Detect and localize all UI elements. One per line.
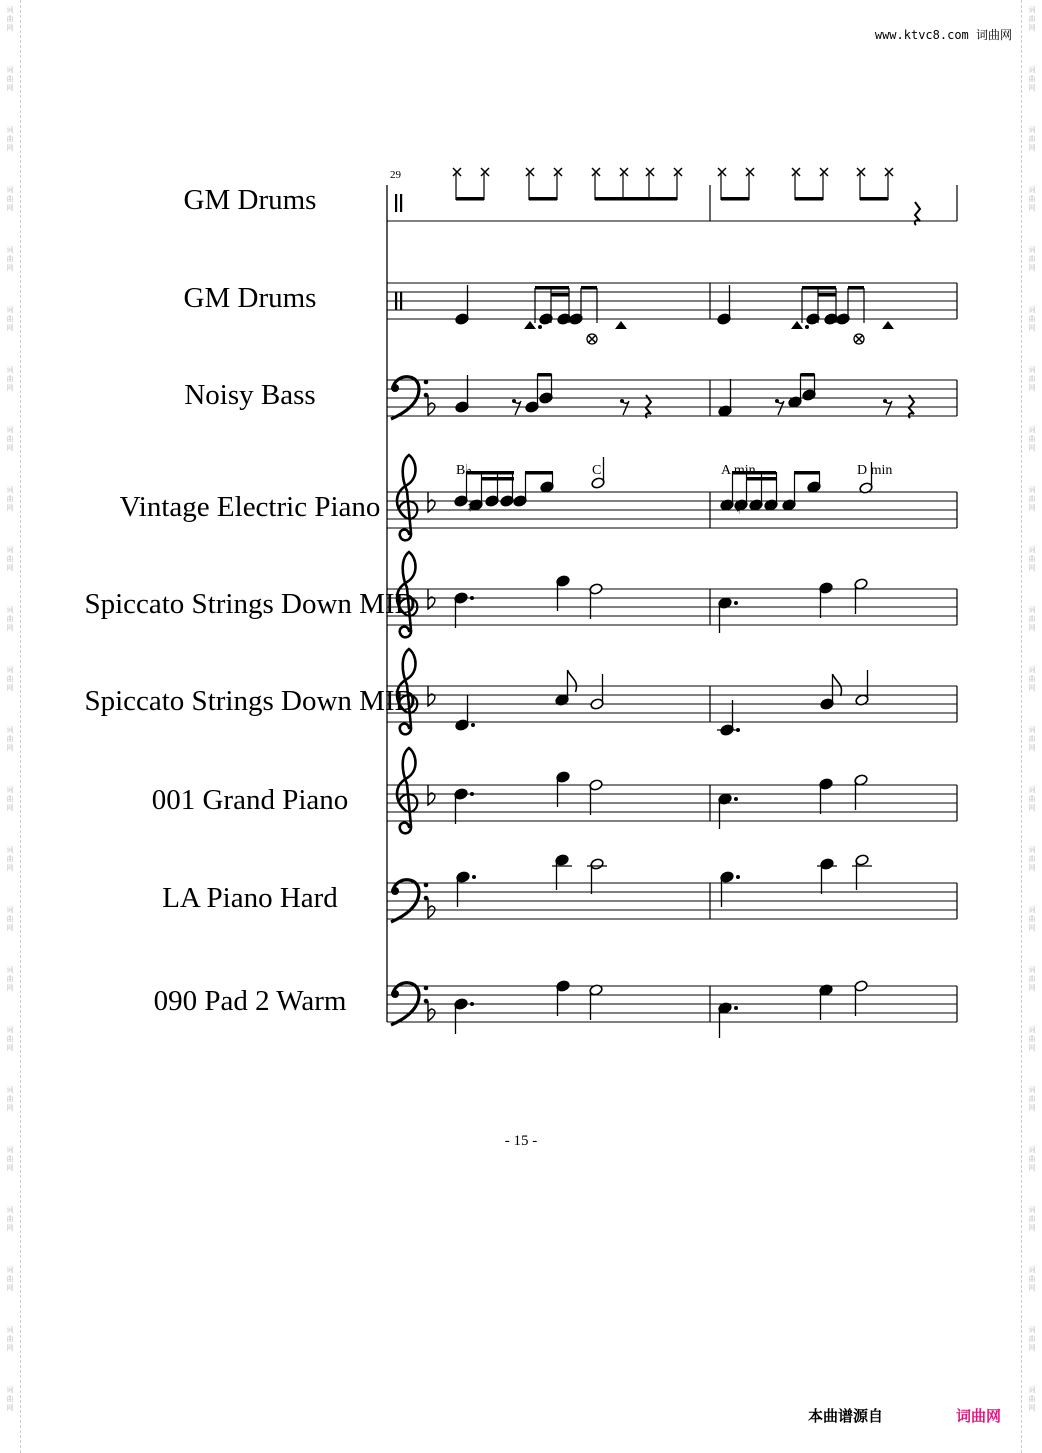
x-note-head	[885, 168, 893, 176]
watermark-glyphs: 词 曲 网	[6, 906, 14, 932]
watermark-glyphs: 词 曲 网	[1028, 486, 1036, 512]
watermark-glyphs: 词 曲 网	[1028, 186, 1036, 212]
instrument-label: Spiccato Strings Down MID	[84, 588, 416, 620]
x-note-head	[855, 335, 863, 343]
percussion-clef	[395, 292, 397, 310]
x-note-head	[453, 168, 461, 176]
triangle-note-head	[882, 321, 894, 329]
measure-number: 29	[390, 169, 401, 181]
labels	[84, 169, 892, 1017]
instrument-label: Spiccato Strings Down MID	[84, 685, 416, 717]
watermark-glyphs: 词 曲 网	[6, 1326, 14, 1352]
x-note-head	[746, 168, 754, 176]
x-note-head	[820, 168, 828, 176]
watermark-glyphs: 词 曲 网	[1028, 726, 1036, 752]
chord-symbol: B♭	[456, 463, 472, 478]
triangle-note-head	[615, 321, 627, 329]
beam	[481, 477, 514, 481]
percussion-clef	[400, 194, 402, 212]
triangle-note-head	[524, 321, 536, 329]
beam	[721, 197, 749, 201]
chord-symbol: A min	[721, 463, 756, 478]
watermark-glyphs: 词 曲 网	[1028, 66, 1036, 92]
beam	[801, 373, 815, 377]
beam	[595, 197, 677, 201]
watermark-glyphs: 词 曲 网	[1028, 666, 1036, 692]
chord-symbol: C	[592, 463, 602, 478]
notes	[453, 168, 920, 1038]
instrument-label: GM Drums	[183, 282, 317, 314]
x-note-head	[526, 168, 534, 176]
x-note-head	[674, 168, 682, 176]
watermark-glyphs: 词 曲 网	[6, 1266, 14, 1292]
watermark-glyphs: 词 曲 网	[1028, 1326, 1036, 1352]
watermark-glyphs: 词 曲 网	[6, 126, 14, 152]
watermark-glyphs: 词 曲 网	[1028, 6, 1036, 32]
instrument-label: 001 Grand Piano	[151, 784, 349, 816]
x-note-head	[592, 168, 600, 176]
dot	[734, 797, 738, 801]
beam	[795, 197, 823, 201]
watermark-glyphs: 词 曲 网	[1028, 1386, 1036, 1412]
x-note-head	[620, 168, 628, 176]
beam	[551, 293, 569, 297]
dot	[471, 723, 475, 727]
watermark-glyphs: 词 曲 网	[1028, 1026, 1036, 1052]
beam	[456, 197, 484, 201]
instrument-label: 090 Pad 2 Warm	[153, 985, 347, 1017]
watermark-glyphs: 词 曲 网	[1028, 1266, 1036, 1292]
beam	[581, 286, 597, 290]
watermark-glyphs: 词 曲 网	[6, 1386, 14, 1412]
watermark-glyphs: 词 曲 网	[6, 426, 14, 452]
dot	[472, 875, 476, 879]
x-note-head	[718, 168, 726, 176]
watermark-glyphs: 词 曲 网	[6, 846, 14, 872]
key-flat	[428, 686, 435, 706]
watermark-glyphs: 词 曲 网	[6, 1206, 14, 1232]
chord-symbol: D min	[857, 463, 893, 478]
watermark-glyphs: 词 曲 网	[1028, 426, 1036, 452]
dot	[470, 792, 474, 796]
beam	[860, 197, 888, 201]
page-number: - 15 -	[504, 1133, 538, 1149]
watermark-glyphs: 词 曲 网	[6, 66, 14, 92]
watermark-glyphs: 词 曲 网	[1028, 966, 1036, 992]
natural: ♮	[736, 503, 742, 518]
dot	[734, 1006, 738, 1010]
beam	[466, 471, 514, 475]
watermark-glyphs: 词 曲 网	[6, 966, 14, 992]
watermark-glyphs: 词 曲 网	[1028, 846, 1036, 872]
beam	[535, 286, 569, 290]
x-note-head	[554, 168, 562, 176]
dot	[470, 596, 474, 600]
watermark-glyphs: 词 曲 网	[6, 366, 14, 392]
dot	[538, 325, 542, 329]
x-note-head	[481, 168, 489, 176]
x-note-head	[646, 168, 654, 176]
watermark-glyphs: 词 曲 网	[6, 1086, 14, 1112]
beam	[538, 373, 552, 377]
beam	[802, 286, 836, 290]
watermark-glyphs: 词 曲 网	[1028, 1146, 1036, 1172]
triangle-note-head	[791, 321, 803, 329]
watermark-glyphs: 词 曲 网	[6, 786, 14, 812]
x-note-head	[857, 168, 865, 176]
sharp: ♯	[468, 499, 475, 514]
watermark-glyphs: 词 曲 网	[6, 726, 14, 752]
x-note-head	[792, 168, 800, 176]
quarter-rest	[915, 202, 920, 225]
note-flag	[568, 670, 577, 692]
watermark-glyphs: 词 曲 网	[1028, 126, 1036, 152]
watermark-glyphs: 词 曲 网	[1028, 1206, 1036, 1232]
watermark-glyphs: 词 曲 网	[1028, 1086, 1036, 1112]
staves	[387, 185, 957, 1025]
treble-clef	[397, 455, 417, 540]
x-note-head	[588, 335, 596, 343]
dot	[734, 601, 738, 605]
watermark-glyphs: 词 曲 网	[1028, 786, 1036, 812]
key-flat	[428, 492, 435, 512]
key-flat	[428, 589, 435, 609]
watermark-glyphs: 词 曲 网	[6, 6, 14, 32]
site-header: www.ktvc8.com 词曲网	[874, 28, 1012, 42]
watermark-glyphs: 词 曲 网	[6, 606, 14, 632]
treble-clef	[397, 748, 417, 833]
watermark-glyphs: 词 曲 网	[6, 486, 14, 512]
watermark-glyphs: 词 曲 网	[1028, 246, 1036, 272]
watermark-glyphs: 词 曲 网	[6, 246, 14, 272]
watermark-glyphs: 词 曲 网	[1028, 306, 1036, 332]
beam	[848, 286, 864, 290]
note-flag	[833, 674, 842, 696]
instrument-label: GM Drums	[183, 184, 317, 216]
watermark-glyphs: 词 曲 网	[1028, 906, 1036, 932]
instrument-label: Noisy Bass	[184, 379, 316, 411]
dot	[470, 1002, 474, 1006]
watermark-glyphs: 词 曲 网	[6, 1026, 14, 1052]
watermark-glyphs: 词 曲 网	[6, 1146, 14, 1172]
watermark-glyphs: 词 曲 网	[6, 666, 14, 692]
dot	[736, 875, 740, 879]
watermark-glyphs: 词 曲 网	[6, 306, 14, 332]
footer-site-name: 词曲网	[956, 1407, 1002, 1425]
beam	[529, 197, 557, 201]
watermark-glyphs: 词 曲 网	[1028, 366, 1036, 392]
percussion-clef	[395, 194, 397, 212]
watermark-glyphs: 词 曲 网	[6, 186, 14, 212]
percussion-clef	[400, 292, 402, 310]
watermark-glyphs: 词 曲 网	[6, 546, 14, 572]
watermark-glyphs: 词 曲 网	[1028, 546, 1036, 572]
beam	[818, 293, 836, 297]
key-flat	[428, 785, 435, 805]
watermark-glyphs: 词 曲 网	[1028, 606, 1036, 632]
dot	[805, 325, 809, 329]
instrument-label: LA Piano Hard	[162, 882, 338, 914]
beam	[525, 471, 553, 475]
footer-source-label: 本曲谱源自	[808, 1407, 884, 1425]
instrument-label: Vintage Electric Piano	[119, 491, 381, 523]
beam	[794, 471, 820, 475]
